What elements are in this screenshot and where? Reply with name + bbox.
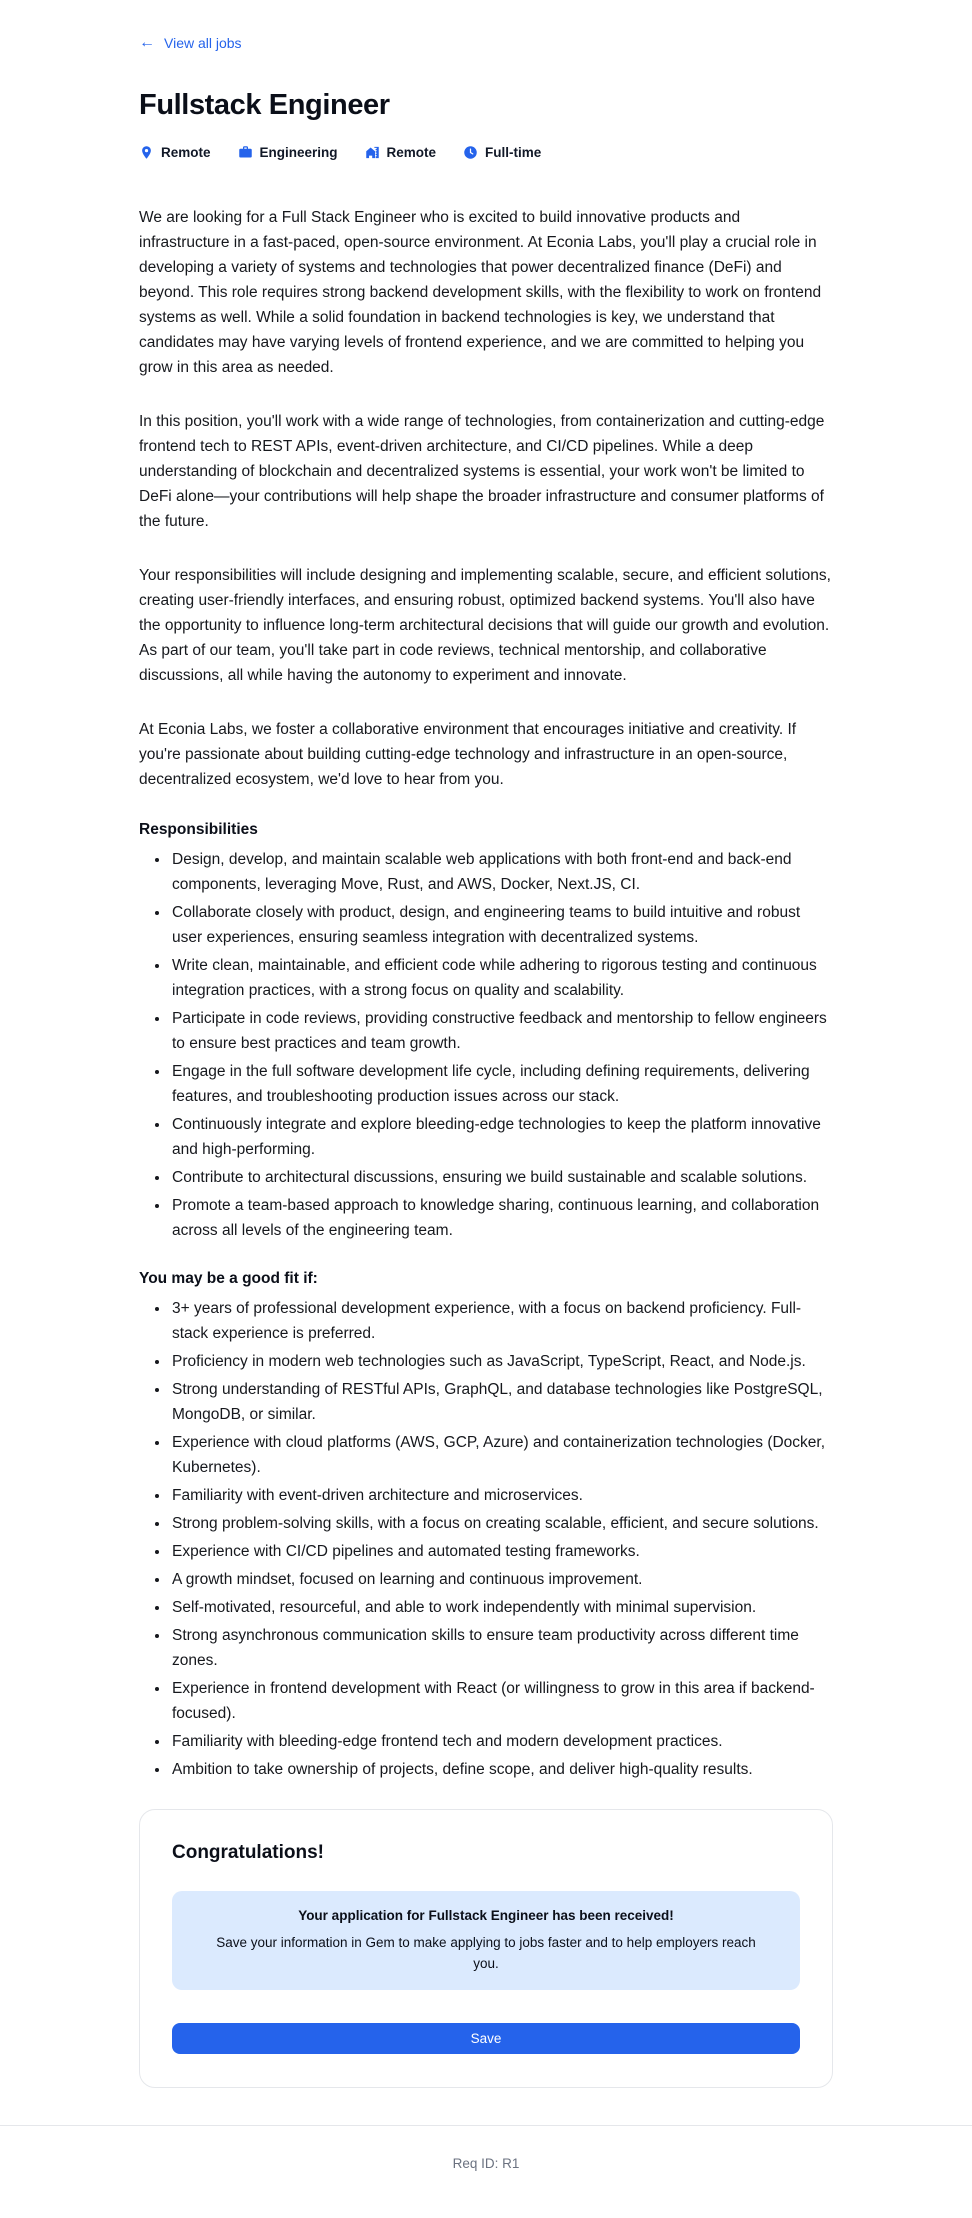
- responsibility-item: • Continuously integrate and explore bleeding-edge technologies to keep the platform innovative and high-performing.: [170, 1112, 833, 1162]
- save-button[interactable]: Save: [172, 2023, 800, 2054]
- notice-body: Save your information in Gem to make applying to jobs faster and to help employers reach you.: [216, 1935, 756, 1971]
- location-pin-icon: [139, 145, 154, 160]
- back-arrow-icon: ←: [139, 34, 155, 51]
- good-fit-item: • Strong understanding of RESTful APIs, GraphQL, and database technologies like PostgreSQL, MongoDB, or similar.: [170, 1377, 833, 1427]
- back-link-label: View all jobs: [164, 35, 242, 51]
- good-fit-item: • Experience with cloud platforms (AWS, GCP, Azure) and containerization technologies (Docker, Kubernetes).: [170, 1430, 833, 1480]
- meta-location-label: Remote: [161, 145, 211, 160]
- meta-employment-type: [463, 145, 541, 160]
- good-fit-item: • Experience with CI/CD pipelines and automated testing frameworks.: [170, 1539, 833, 1564]
- good-fit-item: • Strong problem-solving skills, with a focus on creating scalable, efficient, and secure solutions.: [170, 1511, 833, 1536]
- office-building-icon: [365, 145, 380, 160]
- good-fit-list: [139, 1296, 833, 1782]
- responsibility-item: • Design, develop, and maintain scalable web applications with both front-end and back-end components, leveraging Move, Rust, and AWS, Docker, Next.JS, CI.: [170, 847, 833, 897]
- good-fit-item: • Strong asynchronous communication skills to ensure team productivity across different time zones.: [170, 1623, 833, 1673]
- responsibility-item: • Participate in code reviews, providing constructive feedback and mentorship to fellow engineers to ensure best practices and team growth.: [170, 1006, 833, 1056]
- good-fit-item: • Familiarity with event-driven architecture and microservices.: [170, 1483, 833, 1508]
- clock-icon: [463, 145, 478, 160]
- meta-location: [139, 145, 211, 160]
- good-fit-item: • Familiarity with bleeding-edge frontend tech and modern development practices.: [170, 1729, 833, 1754]
- responsibilities-heading: Responsibilities: [139, 821, 258, 838]
- meta-department-label: Engineering: [259, 145, 338, 160]
- responsibilities-list: [139, 847, 833, 1243]
- application-received-notice: [172, 1891, 800, 1990]
- good-fit-item: • 3+ years of professional development experience, with a focus on backend proficiency. Full-stack experience is preferred.: [170, 1296, 833, 1346]
- good-fit-heading: You may be a good fit if:: [139, 1270, 318, 1287]
- meta-office-label: Remote: [386, 145, 437, 160]
- job-posting-page: [139, 0, 833, 2088]
- responsibility-item: • Contribute to architectural discussions, ensuring we build sustainable and scalable solutions.: [170, 1165, 833, 1190]
- good-fit-item: • Self-motivated, resourceful, and able to work independently with minimal supervision.: [170, 1595, 833, 1620]
- req-id: Req ID: R1: [452, 2156, 520, 2171]
- job-description-paragraph-3: Your responsibilities will include designing and implementing scalable, secure, and efficient solutions, creating user-friendly interfaces, and ensuring robust, optimized backend systems. You'll also have the opportunity to influence long-term architectural decisions that will guide our growth and evolution. As part of our team, you'll take part in code reviews, technical mentorship, and collaborative discussions, all while having the autonomy to experiment and innovate.: [139, 567, 831, 684]
- good-fit-section: [139, 1270, 833, 1782]
- responsibilities-section: [139, 821, 833, 1243]
- meta-department: [238, 145, 338, 160]
- job-description-paragraph-1: We are looking for a Full Stack Engineer who is excited to build innovative products and infrastructure in a fast-paced, open-source environment. At Econia Labs, you'll play a crucial role in developing a variety of systems and technologies that power decentralized finance (DeFi) and beyond. This role requires strong backend development skills, with the flexibility to work on frontend systems as well. While a solid foundation in backend technologies is key, we understand that candidates may have varying levels of frontend experience, and we are committed to helping you grow in this area as needed.: [139, 209, 822, 376]
- good-fit-item: • A growth mindset, focused on learning and continuous improvement.: [170, 1567, 833, 1592]
- application-confirmation-card: [139, 1809, 833, 2088]
- card-title: Congratulations!: [172, 1842, 324, 1863]
- meta-office: [365, 145, 437, 160]
- responsibility-item: • Collaborate closely with product, design, and engineering teams to build intuitive and robust user experiences, ensuring seamless integration with decentralized systems.: [170, 900, 833, 950]
- good-fit-item: • Proficiency in modern web technologies such as JavaScript, TypeScript, React, and Node.js.: [170, 1349, 833, 1374]
- responsibility-item: • Engage in the full software development life cycle, including defining requirements, delivering features, and troubleshooting production issues across our stack.: [170, 1059, 833, 1109]
- job-meta-row: [139, 145, 833, 160]
- notice-title: Your application for Fullstack Engineer has been received!: [298, 1908, 674, 1923]
- job-description-paragraph-2: In this position, you'll work with a wide range of technologies, from containerization and cutting-edge frontend tech to REST APIs, event-driven architecture, and CI/CD pipelines. While a deep understanding of blockchain and decentralized systems is essential, your work won't be limited to DeFi alone—your contributions will help shape the broader infrastructure and consumer platforms of the future.: [139, 413, 825, 530]
- back-link[interactable]: [139, 35, 242, 51]
- good-fit-item: • Experience in frontend development with React (or willingness to grow in this area if backend-focused).: [170, 1676, 833, 1726]
- good-fit-item: • Ambition to take ownership of projects, define scope, and deliver high-quality results.: [170, 1757, 833, 1782]
- page-title: Fullstack Engineer: [139, 89, 390, 121]
- meta-employment-type-label: Full-time: [485, 145, 542, 160]
- briefcase-icon: [238, 145, 253, 160]
- responsibility-item: • Promote a team-based approach to knowledge sharing, continuous learning, and collaboration across all levels of the engineering team.: [170, 1193, 833, 1243]
- responsibility-item: • Write clean, maintainable, and efficient code while adhering to rigorous testing and continuous integration practices, with a strong focus on quality and scalability.: [170, 953, 833, 1003]
- job-description: [139, 205, 833, 792]
- job-description-paragraph-4: At Econia Labs, we foster a collaborative environment that encourages initiative and creativity. If you're passionate about building cutting-edge technology and infrastructure in an open-source, decentralized ecosystem, we'd love to hear from you.: [139, 721, 797, 788]
